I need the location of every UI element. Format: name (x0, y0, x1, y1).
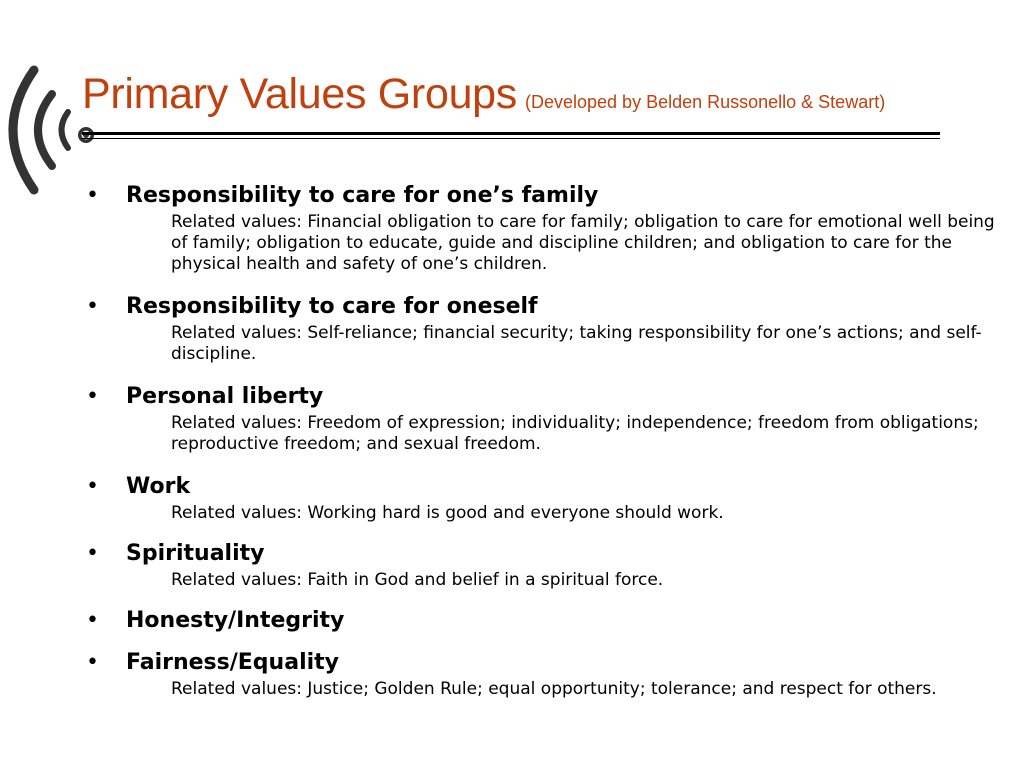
item-heading: Responsibility to care for oneself (126, 294, 538, 319)
slide-subtitle: (Developed by Belden Russonello & Stewart) (525, 92, 886, 112)
item-detail: Related values: Faith in God and belief in a spiritual force. (171, 570, 664, 590)
list-item (86, 538, 996, 591)
item-detail: Related values: Justice; Golden Rule; equal opportunity; tolerance; and respect for others. (171, 679, 937, 699)
bullet: • (86, 608, 99, 633)
slide-title-row (82, 70, 885, 119)
item-heading: Personal liberty (126, 384, 324, 409)
list-item (86, 381, 996, 455)
item-heading: Work (126, 474, 191, 499)
values-list (86, 180, 996, 700)
item-detail: Related values: Self-reliance; financial security; taking responsibility for one’s actions; and self-discipline. (171, 323, 982, 364)
item-heading: Fairness/Equality (126, 650, 340, 675)
item-detail: Related values: Working hard is good and everyone should work. (171, 503, 724, 523)
item-heading: Responsibility to care for one’s family (126, 183, 599, 208)
item-heading: Honesty/Integrity (126, 608, 345, 633)
item-detail: Related values: Freedom of expression; individuality; independence; freedom from obligations; reproductive freedom; and sexual freedom. (171, 413, 979, 454)
item-heading: Spirituality (126, 541, 265, 566)
bullet: • (86, 294, 99, 319)
bullet: • (86, 183, 99, 208)
bullet: • (86, 474, 99, 499)
list-item (86, 647, 996, 700)
title-rule-thin (82, 138, 940, 139)
bullet: • (86, 541, 99, 566)
list-item (86, 605, 996, 637)
list-item (86, 291, 996, 365)
item-detail: Related values: Financial obligation to care for family; obligation to care for emotional well being of family; obligation to educate, guide and discipline children; and obligation to care for the physical health and safety of one’s children. (171, 212, 995, 274)
list-item (86, 180, 996, 275)
bullet: • (86, 384, 99, 409)
bullet: • (86, 650, 99, 675)
list-item (86, 471, 996, 524)
title-rule-thick (82, 132, 940, 135)
slide-title: Primary Values Groups (82, 70, 517, 118)
